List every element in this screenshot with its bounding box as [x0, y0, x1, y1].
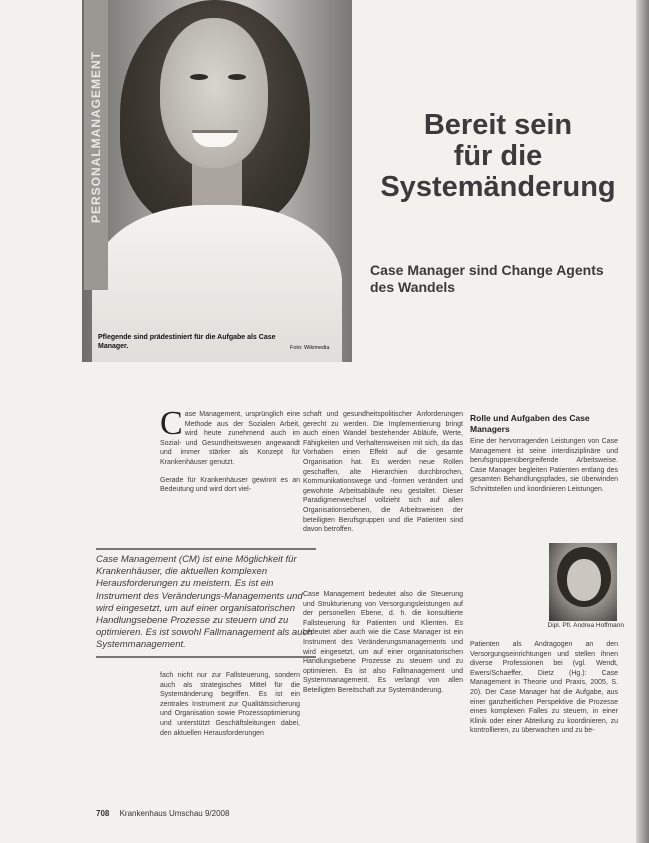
headline-line-3: Systemänderung: [380, 171, 616, 203]
page-footer: [96, 809, 229, 818]
page-margin: [0, 0, 82, 843]
photo-caption: Pflegende sind prädestiniert für die Aufgabe als Case Manager.: [98, 334, 276, 350]
portrait-caption: Dipl. Pfl. Andrea Hoffmann: [547, 622, 624, 629]
page-edge-shadow: [636, 0, 649, 843]
journal-issue: Krankenhaus Umschau 9/2008: [119, 809, 230, 818]
pull-quote: Case Management (CM) ist eine Möglichkeit für Krankenhäuser, die aktuellen komplexen Herausforderungen zu meistern. Es ist ein Instrument des Veränderungs-Managements und wird eingesetzt, um auf einer organisatorischen Handlungsebene Prozesse zu steuern und zu optimieren. Es ist sowohl Fallmanagement als auch Systemmanagement.: [96, 548, 316, 658]
article-photo: [82, 0, 352, 362]
drop-cap: C: [160, 405, 183, 442]
body-column-1-continued: fach nicht nur zur Fallsteuerung, sondern auch als strategisches Mittel für die Systemänderung begriffen. Es ist ein zentrales Instrument zur Qualitätssicherung und Organisation sowie Prozessoptimierung und unterstützt Geschäftsleitungen dabei, den aktuellen Herausforderungen: [160, 672, 300, 737]
body-column-1: [160, 405, 300, 495]
article-subhead: Case Manager sind Change Agents des Wandels: [370, 262, 604, 295]
author-portrait: [549, 543, 617, 621]
body-column-3: Eine der hervorragenden Leistungen von Case Management ist seine interdisziplinäre und berufsgruppenübergreifende Arbeitsweise. Case Manager begleiten Patienten entlang des gesamten Behandlungspfades, sie überwinden Schnittstellen und koordinieren Leistungen.: [470, 438, 618, 493]
page-number: 708: [96, 809, 110, 818]
body-column-2: schaft und gesundheitspolitischer Anforderungen gerecht zu werden. Die Implementierung bringt auch einen Wandel bestehender Abläufe, Werte, Fähigkeiten und Verhaltensweisen mit sich, da das Vorhaben einen Effekt auf die gesamte Organisation hat. Es werden neue Rollen geschaffen, alte Hierarchien durchbrochen, Kommunikationswege und -formen verändert und gewohnte Arbeitsabläufe neu gestaltet. Dieser Paradigmenwechsel vollzieht sich auf allen Organisationsebenen, die Arbeitsweisen der beteiligten Berufsgruppen und die Patienten sind davon betroffen.: [303, 411, 463, 534]
headline-line-2: für die: [453, 140, 543, 172]
headline-line-1: Bereit sein: [423, 109, 573, 141]
photo-credit: Foto: Wikimedia: [290, 345, 330, 351]
subsection-heading: Rolle und Aufgaben des Case Managers: [470, 413, 590, 434]
intro-text: ase Management, ursprünglich eine Methode aus der Sozialen Arbeit, wird heute zunehmend auch im Sozial- und Gesundheitswesen angewandt und immer stärker als Konzept für Krankenhäuser genutzt.: [160, 411, 300, 466]
article-headline: [360, 110, 636, 203]
intro-para-2: Gerade für Krankenhäuser gewinnt es an Bedeutung und wird dort viel-: [160, 476, 300, 494]
section-label: PERSONALMANAGEMENT: [89, 51, 103, 224]
section-tab: [84, 0, 108, 290]
body-column-2-continued: Case Management bedeutet also die Steuerung und Strukturierung von Versorgungsleistungen auf der personellen Ebene, d. h. die konsultierte Fallsteuerung für Patienten und Klienten. Es bedeutet aber auch wie die Case Manager ist ein Instrument des Veränderungsmanagements und wird eingesetzt, um auf einer organisatorischen Handlungsebene Prozesse zu steuern und zu optimieren. Es ist also Fallmanagement und Systemmanagement. Es verlangt von allen Beteiligten Bereitschaft zur Systemänderung.: [303, 591, 463, 694]
body-column-3-continued: Patienten als Andragogen an den Versorgungseinrichtungen und stellen ihnen diverse Professionen bei (vgl. Wendt, Ewers/Schaeffer, Dietz (Hg.): Case Management in Theorie und Praxis, 2005, S. 20). Der Case Manager hat die Aufgabe, aus einer ganzheitlichen Perspektive die Prozesse eines komplexen Falles zu steuern, in einer Klinik oder einer Abteilung zu koordinieren, zu kontrollieren, zu überwachen und zu be-: [470, 641, 618, 735]
